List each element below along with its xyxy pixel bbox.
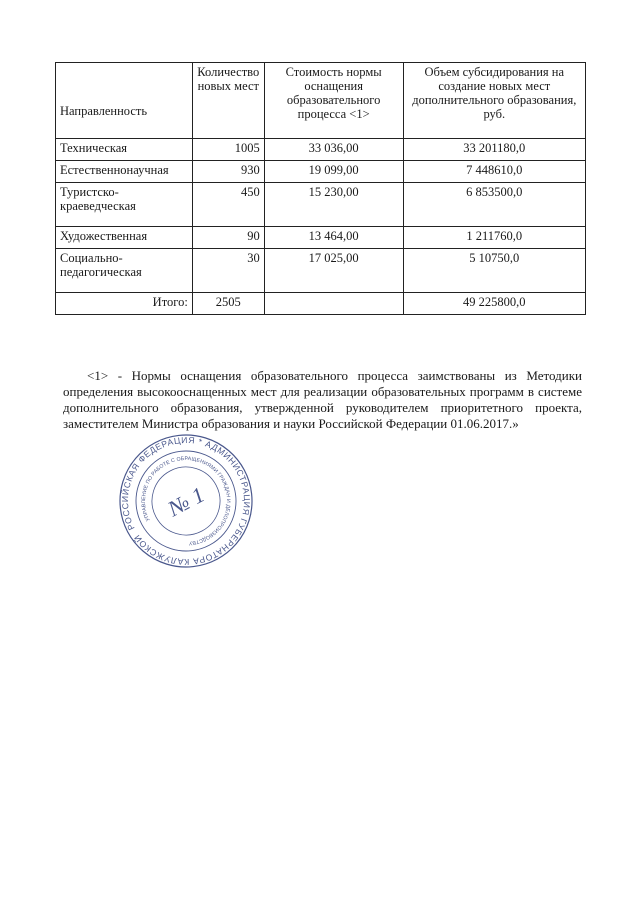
footnote-text: <1> - Нормы оснащения образовательного процесса заимствованы из Методики определения высокооснащенных мест для реализации образовательных программ в системе дополнительного образования, утвержденной руководителем приоритетного проекта, заместителем Министра образования и науки Российской Федерации 01.06.2017.» <box>63 368 582 431</box>
table-row <box>56 161 586 183</box>
total-places: 2505 <box>192 293 264 315</box>
table-row <box>56 227 586 249</box>
cell-subsidy: 33 201180,0 <box>403 139 585 161</box>
header-cost: Стоимость нормы оснащения образовательного процесса <1> <box>264 63 403 139</box>
subsidy-table <box>55 62 586 315</box>
cell-subsidy: 6 853500,0 <box>403 183 585 227</box>
cell-cost: 13 464,00 <box>264 227 403 249</box>
cell-direction: Техническая <box>56 139 193 161</box>
table-total-row <box>56 293 586 315</box>
table-row <box>56 139 586 161</box>
seal-outer-text: РОССИЙСКАЯ ФЕДЕРАЦИЯ * АДМИНИСТРАЦИЯ ГУБЕРНАТОРА КАЛУЖСКОЙ <box>119 434 253 568</box>
table-row <box>56 249 586 293</box>
cell-direction: Естественнонаучная <box>56 161 193 183</box>
cell-places: 90 <box>192 227 264 249</box>
header-direction: Направленность <box>56 63 193 139</box>
cell-cost: 19 099,00 <box>264 161 403 183</box>
cell-cost: 33 036,00 <box>264 139 403 161</box>
cell-subsidy: 1 211760,0 <box>403 227 585 249</box>
total-cost <box>264 293 403 315</box>
cell-places: 1005 <box>192 139 264 161</box>
header-places: Количество новых мест <box>192 63 264 139</box>
header-subsidy: Объем субсидирования на создание новых мест дополнительного образования, руб. <box>403 63 585 139</box>
cell-cost: 17 025,00 <box>264 249 403 293</box>
cell-cost: 15 230,00 <box>264 183 403 227</box>
cell-direction: Художественная <box>56 227 193 249</box>
total-label: Итого: <box>56 293 193 315</box>
table-row <box>56 183 586 227</box>
seal-image <box>118 433 254 569</box>
cell-subsidy: 7 448610,0 <box>403 161 585 183</box>
official-seal <box>118 433 254 569</box>
cell-places: 930 <box>192 161 264 183</box>
cell-direction: Социально-педагогическая <box>56 249 193 293</box>
cell-subsidy: 5 10750,0 <box>403 249 585 293</box>
total-subsidy: 49 225800,0 <box>403 293 585 315</box>
seal-inner-text: УПРАВЛЕНИЕ ПО РАБОТЕ С ОБРАЩЕНИЯМИ ГРАЖДАН И ДЕЛОПРОИЗВОДСТВУ <box>140 455 232 546</box>
seal-number: № 1 <box>163 481 209 522</box>
table-header-row <box>56 63 586 139</box>
cell-places: 450 <box>192 183 264 227</box>
cell-direction: Туристско-краеведческая <box>56 183 193 227</box>
cell-places: 30 <box>192 249 264 293</box>
